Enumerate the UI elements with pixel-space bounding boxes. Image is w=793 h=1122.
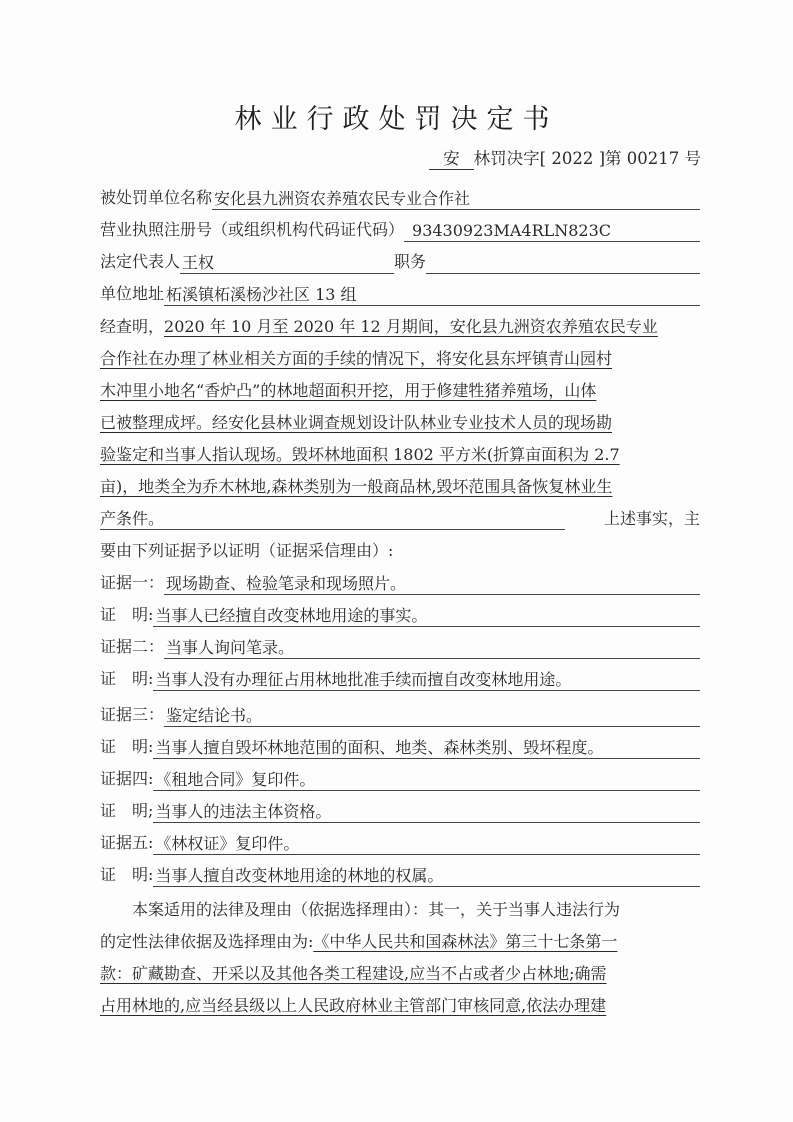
evidence-value: 当事人已经擅自改变林地用途的事实。: [153, 604, 700, 627]
evidence-row: [100, 831, 700, 855]
findings-end: 产条件。: [100, 507, 565, 530]
field-address: [100, 282, 700, 306]
findings-line-4: 已被整理成坪。经安化县林业调查规划设计队林业专业技术人员的现场勘: [100, 413, 613, 432]
evidence-row: [100, 799, 700, 823]
evidence-row: [100, 735, 700, 759]
law-line-3: 款：矿藏勘查、开采以及其他各类工程建设,应当不占或者少占林地;确需: [100, 964, 607, 983]
evidence-value: 当事人没有办理征占用林地批准手续而擅自改变林地用途。: [153, 668, 700, 691]
evidence-label: 证据五:: [100, 833, 154, 852]
findings-line-6: 亩)，地类全为乔木林地,森林类别为一般商品林,毁坏范围具备恢复林业生: [100, 477, 613, 496]
party-value: 安化县九洲资农养殖农民专业合作社: [212, 187, 700, 210]
rep-value: 王权: [180, 251, 394, 274]
document-number: [429, 145, 701, 170]
field-party: [100, 186, 700, 210]
evidence-value: 现场勘查、检验笔录和现场照片。: [164, 572, 700, 595]
evidence-value: 《租地合同》复印件。: [153, 768, 700, 791]
docno-prefix: 安: [429, 145, 474, 170]
address-label: 单位地址: [100, 284, 165, 303]
findings-line-3: 木冲里小地名“香炉凸”的林地超面积开挖，用于修建牲猪养殖场，山体: [100, 381, 597, 400]
evidence-value: 当事人的违法主体资格。: [153, 800, 700, 823]
evidence-row: [100, 667, 700, 691]
law-basis-citation: 《中华人民共和国森林法》第三十七条第一: [313, 932, 618, 951]
evidence-row: [100, 863, 700, 887]
evidence-row: [100, 603, 700, 627]
evidence-label: 证据一：: [100, 573, 165, 592]
law-line-2: [100, 930, 700, 954]
findings-text: 2020 年 10 月至 2020 年 12 月期间，安化县九洲资农养殖农民专业: [164, 317, 658, 336]
evidence-label: 证据四:: [100, 769, 154, 788]
position-value: [426, 251, 700, 274]
law-basis-label: 的定性法律依据及选择理由为:: [100, 932, 314, 951]
evidence-label: 证 明:: [100, 865, 154, 884]
evidence-label: 证 明:: [100, 737, 154, 756]
evidence-intro: 要由下列证据予以证明（证据采信理由）:: [100, 541, 394, 560]
evidence-value: 当事人询问笔录。: [164, 636, 700, 659]
address-value: 柘溪镇柘溪杨沙社区 13 组: [164, 283, 700, 306]
evidence-row: [100, 767, 700, 791]
license-value: 93430923MA4RLN823C: [404, 219, 700, 242]
position-label: 职务: [394, 252, 427, 271]
field-license: [100, 218, 700, 242]
party-label: 被处罚单位名称: [100, 188, 213, 207]
findings-line-2: 合作社在办理了林业相关方面的手续的情况下，将安化县东坪镇青山园村: [100, 349, 613, 368]
evidence-label: 证据二：: [100, 637, 165, 656]
evidence-label: 证 明;: [100, 801, 154, 820]
findings-prefix: 经查明，: [100, 317, 165, 336]
document-title: 林业行政处罚决定书: [234, 104, 559, 135]
evidence-row: [100, 571, 700, 595]
findings-line-1: [100, 315, 700, 339]
evidence-value: 《林权证》复印件。: [153, 832, 700, 855]
docno-body: 林罚决字[ 2022 ]第 00217 号: [473, 149, 701, 168]
evidence-label: 证 明:: [100, 669, 154, 688]
evidence-row: [100, 635, 700, 659]
law-line-1: 本案适用的法律及理由（依据选择理由）：其一，关于当事人违法行为: [132, 900, 621, 919]
evidence-value: 当事人擅自毁坏林地范围的面积、地类、森林类别、毁坏程度。: [153, 736, 700, 759]
evidence-label: 证据三：: [100, 705, 165, 724]
findings-line-5: 验鉴定和当事人指认现场。毁坏林地面积 1802 平方米(折算亩面积为 2.7: [100, 445, 620, 464]
findings-tail: 上述事实，主: [603, 509, 700, 528]
law-line-4: 占用林地的,应当经县级以上人民政府林业主管部门审核同意,依法办理建: [100, 996, 607, 1015]
evidence-label: 证 明:: [100, 605, 154, 624]
rep-label: 法定代表人: [100, 252, 181, 271]
field-representative: [100, 250, 700, 274]
findings-line-7: [100, 507, 700, 531]
license-label: 营业执照注册号（或组织机构代码证代码）: [100, 220, 405, 239]
evidence-value: 当事人擅自改变林地用途的林地的权属。: [153, 864, 700, 887]
evidence-row: [100, 703, 700, 727]
evidence-value: 鉴定结论书。: [164, 704, 700, 727]
